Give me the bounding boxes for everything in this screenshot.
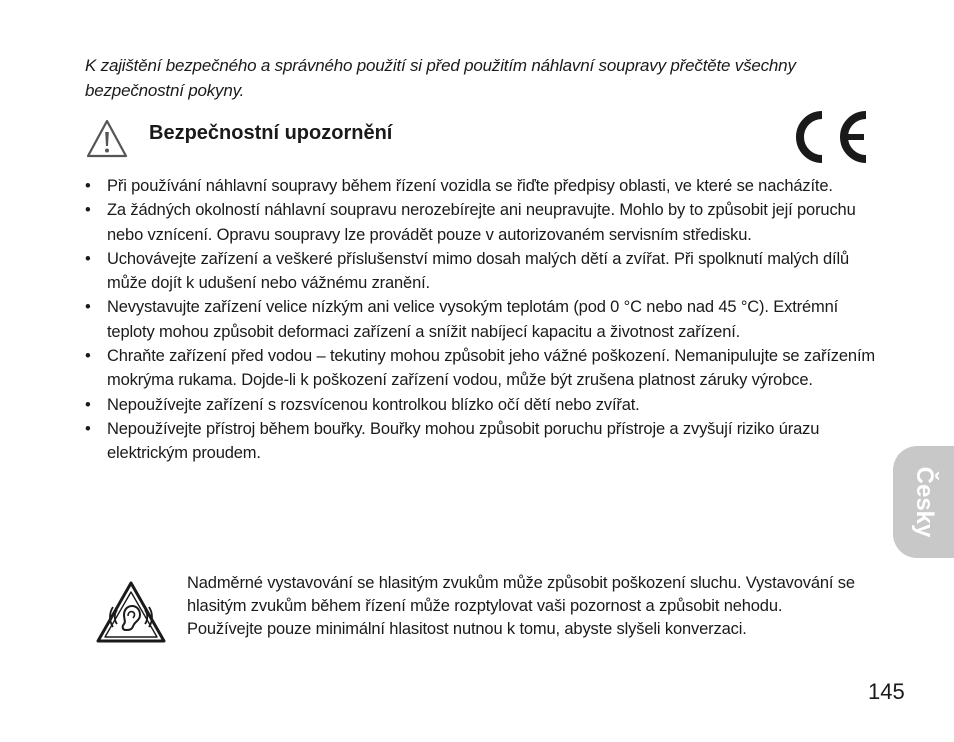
bullet-marker: • [85, 419, 91, 438]
bullet-text: Nepoužívejte zařízení s rozsvícenou kontrolkou blízko očí dětí nebo zvířat. [107, 395, 640, 414]
warning-triangle-icon [85, 118, 129, 160]
bullet-text: Uchovávejte zařízení a veškeré příslušenství mimo dosah malých dětí a zvířat. Při spolknutí malých dílů může dojít k udušení nebo vážnému zranění. [107, 249, 850, 293]
ce-mark-icon [786, 108, 872, 166]
list-item [85, 174, 875, 198]
hearing-damage-warning-icon [95, 580, 167, 644]
bullet-text: Nepoužívejte přístroj během bouřky. Bouřky mohou způsobit poruchu přístroje a zvyšují riziko úrazu elektrickým proudem. [107, 419, 820, 463]
bullet-marker: • [85, 347, 91, 366]
intro-text: K zajištění bezpečného a správného použití si před použitím náhlavní soupravy přečtěte všechny bezpečnostní pokyny. [85, 56, 796, 100]
list-item [85, 417, 875, 466]
list-item [85, 247, 875, 296]
language-tab [893, 446, 954, 558]
bullet-text: Chraňte zařízení před vodou – tekutiny mohou způsobit jeho vážné poškození. Nemanipulujte se zařízením mokrýma rukama. Dojde-li k poškození zařízení vodou, může být zrušena platnost záruky výrobce. [107, 347, 875, 390]
bullet-text: Nevystavujte zařízení velice nízkým ani velice vysokým teplotám (pod 0 °C nebo nad 45 °C). Extrémní teploty mohou způsobit deformaci zařízení a snížit nabíjecí kapacitu a životnost zařízení. [107, 298, 839, 341]
list-item [85, 344, 875, 393]
bullet-marker: • [85, 201, 91, 220]
safety-bullet-list [85, 174, 875, 466]
list-item [85, 295, 875, 344]
hearing-warning-text: Nadměrné vystavování se hlasitým zvukům může způsobit poškození sluchu. Vystavování se hlasitým zvukům během řízení může rozptylovat vaši pozornost a způsobit nehodu. Používejte pouze minimální hlasitost nutnou k tomu, abyste slyšeli konverzaci. [187, 574, 855, 638]
bullet-marker: • [85, 395, 91, 414]
bullet-marker: • [85, 177, 91, 195]
language-tab-label: Česky [910, 466, 938, 538]
list-item [85, 393, 875, 417]
safety-heading-row [85, 118, 585, 162]
bullet-marker: • [85, 298, 91, 317]
safety-heading: Bezpečnostní upozornění [149, 122, 393, 144]
page-number: 145 [868, 679, 905, 704]
bullet-text: Za žádných okolností náhlavní soupravu nerozebírejte ani neupravujte. Mohlo by to způsobit její poruchu nebo vznícení. Opravu soupravy lze provádět pouze v autorizovaném servisním středisku. [107, 201, 856, 244]
bullet-text: Při používání náhlavní soupravy během řízení vozidla se řiďte předpisy oblasti, ve které se nacházíte. [107, 177, 833, 195]
bullet-marker: • [85, 249, 91, 268]
hearing-warning-row [95, 572, 855, 672]
list-item [85, 198, 875, 247]
